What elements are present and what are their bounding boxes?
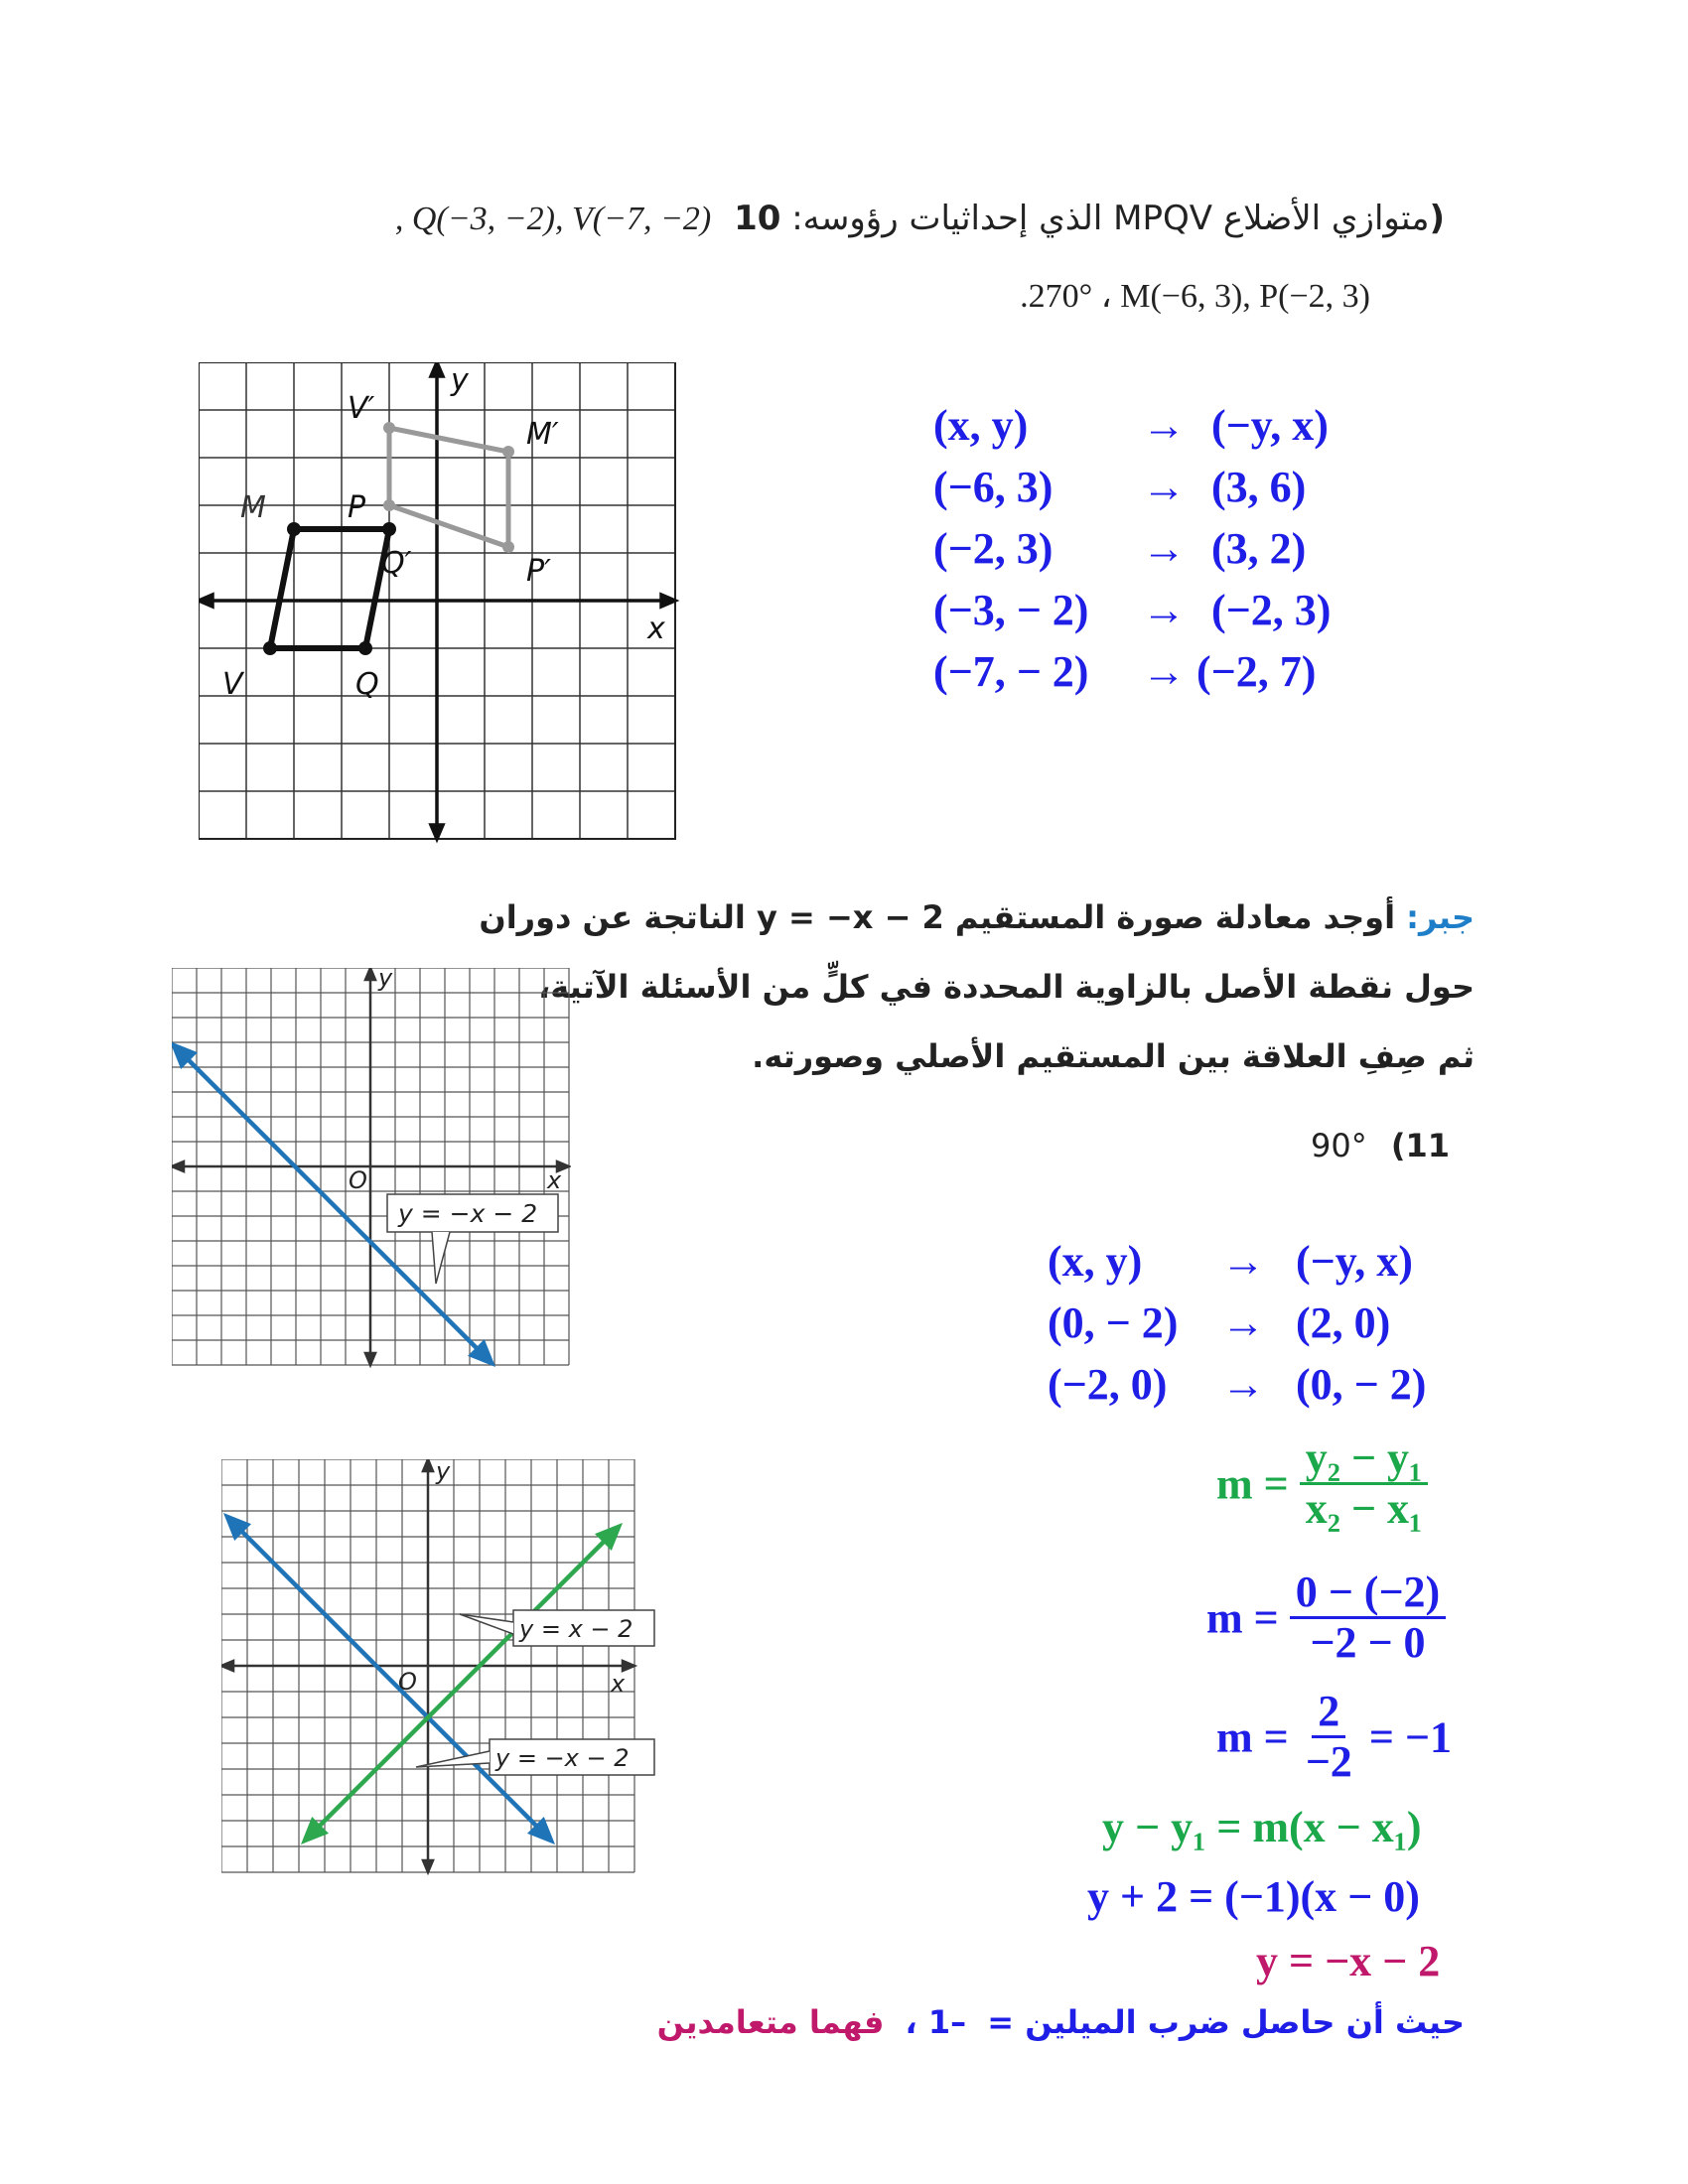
q11-g2-callout1-text: y = x − 2 — [519, 1615, 633, 1643]
q10-V-label: V — [222, 667, 243, 702]
q10-map-from: (−3, − 2) — [933, 586, 1089, 634]
algebra-label: جبر: — [1406, 898, 1475, 936]
q11-graph1 — [172, 968, 571, 1375]
q11-g1-y-label: y — [378, 968, 393, 992]
conclusion-c: فهما متعامدين — [656, 2003, 885, 2041]
q10-P-label: P — [348, 490, 366, 525]
algebra-text1: أوجد معادلة صورة المستقيم y = −x − 2 الناتجة عن دوران — [479, 898, 1396, 936]
q10-text-a: متوازي الأضلاع MPQV الذي إحداثيات رؤوسه: — [791, 199, 1430, 238]
q10-Mp-label: M′ — [526, 417, 559, 452]
q10-map-from: (−7, − 2) — [933, 647, 1089, 696]
slope-substitution: m = $\frac{0 - (-2)}{-2 - 0}$ — [1206, 1569, 1446, 1668]
q10-Vp-label: V′ — [348, 391, 375, 426]
q10-Q-label: Q — [355, 667, 379, 702]
slope-value: m = $\frac{2}{-2}$ = −1 — [1216, 1687, 1452, 1787]
q10-map-from: (−6, 3) — [933, 463, 1054, 511]
point-slope-substitution: y + 2 = (−1)(x − 0) — [1087, 1872, 1420, 1921]
q10-line2 — [695, 276, 1370, 316]
q11-graph2 — [221, 1459, 658, 1876]
q10-Pp-label: P′ — [526, 554, 551, 589]
slope-formula: m = $\frac{\text{y₂ − y₁}}{\text{x₂ − x₁}}$ — [1216, 1434, 1428, 1534]
q11-angle: 90° — [1311, 1127, 1367, 1164]
q10-number: 10) — [734, 199, 1445, 238]
algebra-line3: ثم صِفِ العلاقة بين المستقيم الأصلي وصورته. — [752, 1037, 1475, 1075]
q11-number: (11 — [1390, 1127, 1451, 1164]
q10-M-label: M — [240, 490, 266, 525]
q11-g2-x-label: x — [611, 1670, 626, 1698]
q11-g1-x-label: x — [547, 1166, 562, 1194]
q11-graph2-green-line — [305, 1527, 619, 1841]
q10-line2-text: .270° ، M(−6, 3), P(−2, 3) — [1020, 278, 1370, 315]
q11-g2-y-label: y — [436, 1459, 451, 1485]
conclusion — [635, 2003, 1465, 2041]
q10-Qp-label: Q′ — [381, 546, 412, 581]
final-result: y = −x − 2 — [1256, 1937, 1441, 1985]
point-slope-formula: y − y₁ = m(x − x₁) — [1102, 1803, 1422, 1851]
algebra-line2: حول نقطة الأصل بالزاوية المحددة في كلٍّ من الأسئلة الآتية، — [538, 968, 1475, 1006]
q11-g1-o-label: O — [349, 1166, 367, 1194]
q10-coords-a: , Q(−3, −2), V(−7, −2) — [394, 201, 712, 237]
q11-header — [1311, 1127, 1450, 1164]
q10-y-label: y — [451, 363, 469, 398]
q11-g1-callout-text: y = −x − 2 — [398, 1199, 538, 1228]
q11-graph2-blue-line — [227, 1517, 551, 1841]
q10-mapping: (x, y) → (−y, x) (−6, 3) → (3, 6) (−2, 3) → (3, 2) (−3, − 2) → (−2, 3) (−7, − 2) → (−2, 7) — [933, 395, 1331, 703]
q11-mapping: (x, y) → (−y, x) (0, − 2) → (2, 0) (−2, 0) → (0, − 2) — [1048, 1237, 1427, 1409]
conclusion-a: حيث أن حاصل ضرب الميلين = — [987, 2003, 1465, 2041]
q10-line1 — [194, 199, 1445, 238]
q11-g2-o-label: O — [398, 1668, 417, 1696]
q11-g2-callout2-text: y = −x − 2 — [495, 1744, 630, 1772]
q10-axes — [199, 362, 675, 839]
algebra-line1 — [382, 898, 1475, 936]
q10-original-parallelogram — [270, 529, 389, 648]
q10-map-from: (−2, 3) — [933, 524, 1054, 573]
q10-map-from: (x, y) — [933, 401, 1029, 450]
q10-graph — [199, 362, 680, 844]
q10-x-label: x — [647, 612, 665, 646]
conclusion-b: –1 ، — [905, 2003, 967, 2041]
q10-image-parallelogram — [389, 428, 508, 547]
